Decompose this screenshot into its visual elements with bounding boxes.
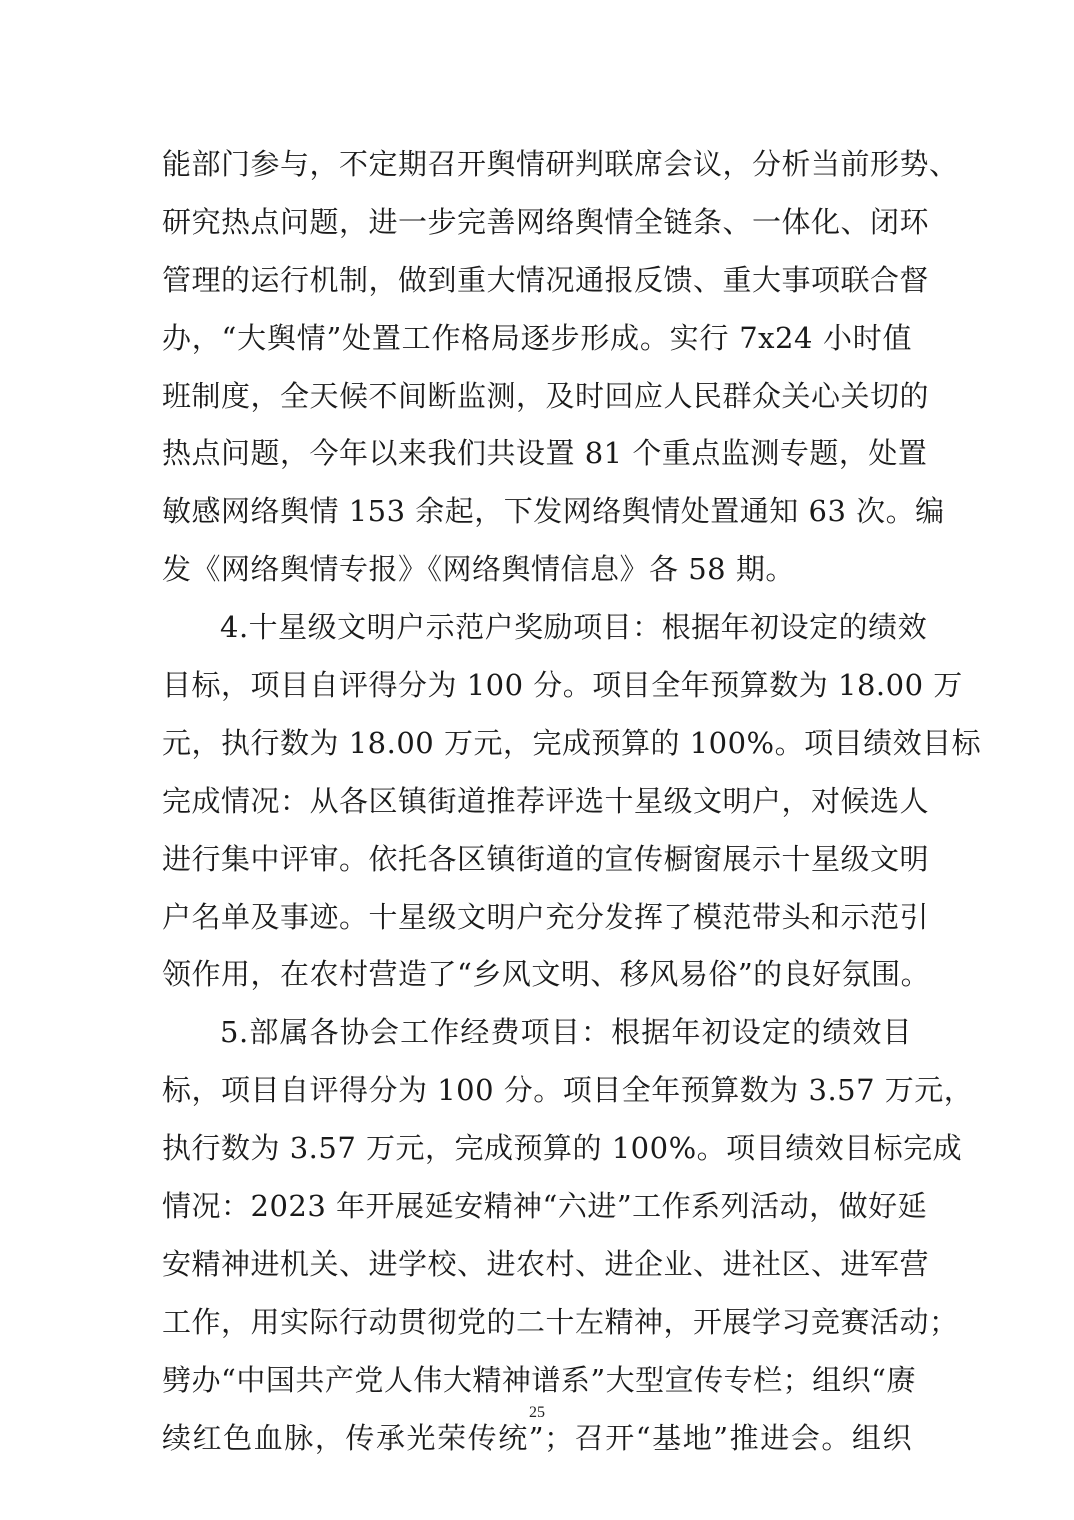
text-line: 工作，用实际行动贯彻党的二十左精神，开展学习竞赛活动； <box>162 1304 959 1339</box>
text-line: 元，执行数为 18.00 万元，完成预算的 100%。项目绩效目标 <box>162 725 982 760</box>
text-line: 能部门参与，不定期召开舆情研判联席会议，分析当前形势、 <box>162 147 959 181</box>
text-line: 续红色血脉，传承光荣传统”；召开“基地”推进会。组织 <box>162 1420 912 1455</box>
page-number: 25 <box>529 1404 545 1421</box>
body-text <box>162 136 982 1467</box>
text-line: 进行集中评审。依托各区镇街道的宣传橱窗展示十星级文明 <box>162 841 930 876</box>
text-line: 管理的运行机制，做到重大情况通报反馈、重大事项联合督 <box>162 262 930 297</box>
text-line: 劈办“中国共产党人伟大精神谱系”大型宣传专栏；组织“赓 <box>162 1362 916 1397</box>
text-line: 5.部属各协会工作经费项目：根据年初设定的绩效目 <box>220 1015 912 1050</box>
text-line: 情况：2023 年开展延安精神“六进”工作系列活动，做好延 <box>162 1189 928 1224</box>
text-line: 敏感网络舆情 153 余起，下发网络舆情处置通知 63 次。编 <box>162 494 945 529</box>
text-line: 目标，项目自评得分为 100 分。项目全年预算数为 18.00 万 <box>162 668 963 703</box>
text-line: 执行数为 3.57 万元，完成预算的 100%。项目绩效目标完成 <box>162 1131 963 1166</box>
text-line: 4.十星级文明户示范户奖励项目：根据年初设定的绩效 <box>220 610 928 645</box>
text-line: 班制度，全天候不间断监测，及时回应人民群众关心关切的 <box>162 378 930 413</box>
text-line: 安精神进机关、进学校、进农村、进企业、进社区、进军营 <box>162 1246 930 1281</box>
text-line: 完成情况：从各区镇街道推荐评选十星级文明户，对候选人 <box>162 783 930 818</box>
text-line: 领作用，在农村营造了“乡风文明、移风易俗”的良好氛围。 <box>162 957 931 992</box>
text-line: 发《网络舆情专报》《网络舆情信息》各 58 期。 <box>162 552 795 587</box>
text-line: 标，项目自评得分为 100 分。项目全年预算数为 3.57 万元， <box>162 1073 974 1108</box>
text-line: 研究热点问题，进一步完善网络舆情全链条、一体化、闭环 <box>162 204 930 239</box>
text-line: 办，“大舆情”处置工作格局逐步形成。实行 7x24 小时值 <box>162 320 912 355</box>
text-line: 户名单及事迹。十星级文明户充分发挥了模范带头和示范引 <box>162 899 930 934</box>
text-line: 热点问题，今年以来我们共设置 81 个重点监测专题，处置 <box>162 436 928 471</box>
